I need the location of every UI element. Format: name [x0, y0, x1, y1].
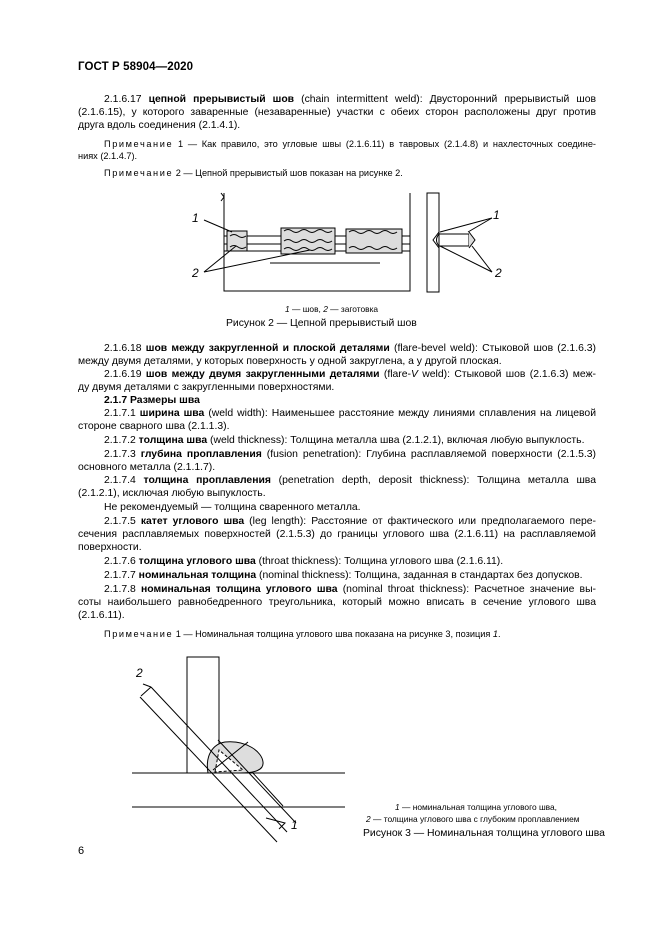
definition-text: (penetration depth, deposit thickness): Толщина металла шва: [278, 475, 596, 486]
clause-number: 2.1.7.2: [104, 435, 136, 446]
definition-text: (weld thickness): Толщина металла шва (2.1.2.1), включая любую выпуклость.: [210, 435, 585, 446]
figure-3-label-2: 2: [136, 666, 143, 680]
term: номинальная толщина углового шва: [140, 584, 338, 595]
definition-text-italic: V: [411, 369, 418, 380]
paragraph-2-1-7-4-line-3: Не рекомендуемый — толщина сваренного металла.: [104, 502, 361, 513]
paragraph-2-1-6-18-line-2: между двумя деталями, у которых поверхность у одной закруглена, а у другой плоская.: [78, 356, 502, 367]
clause-number: 2.1.7.1: [104, 408, 136, 419]
clause-number: 2.1.6.17: [104, 94, 142, 105]
note-3: [104, 628, 596, 640]
figure-3-caption: Рисунок 3 — Номинальная толщина углового шва: [363, 828, 605, 839]
document-header: ГОСТ Р 58904—2020: [78, 61, 194, 73]
clause-number: 2.1.7.6: [104, 556, 136, 567]
definition-text: (nominal thickness): Толщина, заданная в стандартах без допусков.: [259, 570, 583, 581]
clause-number: 2.1.7.5: [104, 516, 136, 527]
term: толщина углового шва: [138, 556, 256, 567]
term: толщина шва: [138, 435, 208, 446]
note-label: Примечание: [104, 629, 174, 639]
term: катет углового шва: [140, 516, 245, 527]
paragraph-2-1-7-5-line-2: сечения расплавляемых поверхностей (2.1.5.3) до границы углового шва (2.1.6.11) на расплавляемой: [78, 529, 596, 540]
note-1-line-1: [104, 138, 596, 150]
term: шов между закругленной и плоской деталями: [145, 343, 390, 354]
paragraph-2-1-7-5-line-3: поверхности.: [78, 542, 142, 553]
paragraph-2-1-7-8-line-1: [104, 583, 596, 596]
definition-text: (weld width): Наименьшее расстояние между линиями сплавления на лицевой: [208, 408, 597, 419]
note-text: 1 — Номинальная толщина углового шва показана на рисунке 3, позиция: [175, 629, 493, 639]
note-text: .: [498, 629, 501, 639]
term: номинальная толщина: [138, 570, 257, 581]
figure-3-legend-1: [395, 802, 557, 812]
term: толщина проплавления: [143, 475, 271, 486]
note-text: 1 — Как правило, это угловые швы (2.1.6.11) в тавровых (2.1.4.8) и нахлесточных соедине-: [177, 139, 596, 149]
note-1-line-2: ниях (2.1.4.7).: [78, 151, 138, 161]
note-position: 1: [492, 629, 498, 639]
definition-text: (fusion penetration): Глубина расплавляемой поверхности (2.1.5.3): [266, 449, 596, 460]
paragraph-2-1-6-18-line-1: [104, 342, 596, 355]
clause-number: 2.1.7.4: [104, 475, 136, 486]
paragraph-2-1-6-17-line-3: друга вдоль соединения (2.1.4.1).: [78, 120, 241, 131]
paragraph-2-1-7-6: [104, 555, 596, 568]
paragraph-2-1-7-4-line-1: [104, 474, 596, 487]
note-2: [104, 167, 596, 179]
definition-text: (chain intermittent weld): Двусторонний прерывистый шов: [301, 94, 596, 105]
legend-text: — шов,: [289, 304, 324, 314]
definition-text: (leg length): Расстояние от фактического или предполагаемого пере-: [249, 516, 596, 527]
term: глубина проплавления: [140, 449, 262, 460]
legend-number: 2: [323, 304, 328, 314]
clause-number: 2.1.7.3: [104, 449, 136, 460]
definition-text: (throat thickness): Толщина углового шва (2.1.6.11).: [258, 556, 504, 567]
note-label: Примечание: [104, 139, 174, 149]
paragraph-2-1-6-17-line-1: [104, 93, 596, 106]
paragraph-2-1-7-3-line-1: [104, 448, 596, 461]
note-text: 2 — Цепной прерывистый шов показан на рисунке 2.: [175, 168, 403, 178]
legend-number: 2: [366, 814, 371, 824]
clause-number: 2.1.7.7: [104, 570, 136, 581]
paragraph-2-1-7-1-line-1: [104, 407, 596, 420]
paragraph-2-1-6-19-line-1: [104, 368, 596, 381]
figure-3-label-1: 1: [291, 818, 298, 832]
paragraph-2-1-6-19-line-2: ду двумя деталями с закругленными поверхностями.: [78, 382, 335, 393]
paragraph-2-1-7-2: [104, 434, 596, 447]
paragraph-2-1-7-5-line-1: [104, 515, 596, 528]
clause-number: 2.1.6.19: [104, 369, 142, 380]
definition-text: (flare-bevel weld): Стыковой шов (2.1.6.3): [393, 343, 596, 354]
section-2-1-7-heading: 2.1.7 Размеры шва: [104, 395, 200, 406]
term: цепной прерывистый шов: [148, 94, 295, 105]
paragraph-2-1-7-4-line-2: (2.1.2.1), исключая любую выпуклость.: [78, 488, 266, 499]
paragraph-2-1-7-3-line-2: основного металла (2.1.1.7).: [78, 462, 216, 473]
paragraph-2-1-7-7: [104, 569, 596, 582]
clause-number: 2.1.6.18: [104, 343, 142, 354]
term: ширина шва: [139, 408, 205, 419]
definition-text: (nominal throat thickness): Расчетное значение вы-: [342, 584, 596, 595]
figure-2-label-2: 2: [192, 266, 199, 280]
note-label: Примечание: [104, 168, 174, 178]
figure-2-label-1-right: 1: [493, 208, 500, 222]
paragraph-2-1-7-8-line-3: (2.1.6.11).: [78, 610, 125, 621]
legend-number: 1: [285, 304, 290, 314]
paragraph-2-1-7-8-line-2: соты наибольшего равнобедренного треугольника, который можно вписать в сечение углового шва: [78, 597, 596, 608]
clause-number: 2.1.7.8: [104, 584, 136, 595]
paragraph-2-1-7-1-line-2: стороне сварного шва (2.1.1.3).: [78, 421, 230, 432]
definition-text: weld): Стыковой шов (2.1.6.3) меж-: [417, 369, 596, 380]
page-number: 6: [78, 845, 85, 857]
figure-2-label-2-right: 2: [495, 266, 502, 280]
figure-2-legend: [285, 304, 378, 314]
legend-text: — заготовка: [327, 304, 379, 314]
paragraph-2-1-6-17-line-2: (2.1.6.15), у которого заваренные (незаваренные) участки с обеих сторон расположены друг против: [78, 107, 596, 118]
legend-text: — номинальная толщина углового шва,: [399, 802, 558, 812]
term: шов между двумя закругленными деталями: [145, 369, 380, 380]
figure-3-legend-2: [366, 814, 580, 824]
definition-text: (flare-: [383, 369, 412, 380]
figure-2-label-1: 1: [192, 211, 199, 225]
legend-number: 1: [395, 802, 400, 812]
figure-2-caption: Рисунок 2 — Цепной прерывистый шов: [226, 318, 417, 329]
legend-text: — толщина углового шва с глубоким проплавлением: [370, 814, 580, 824]
